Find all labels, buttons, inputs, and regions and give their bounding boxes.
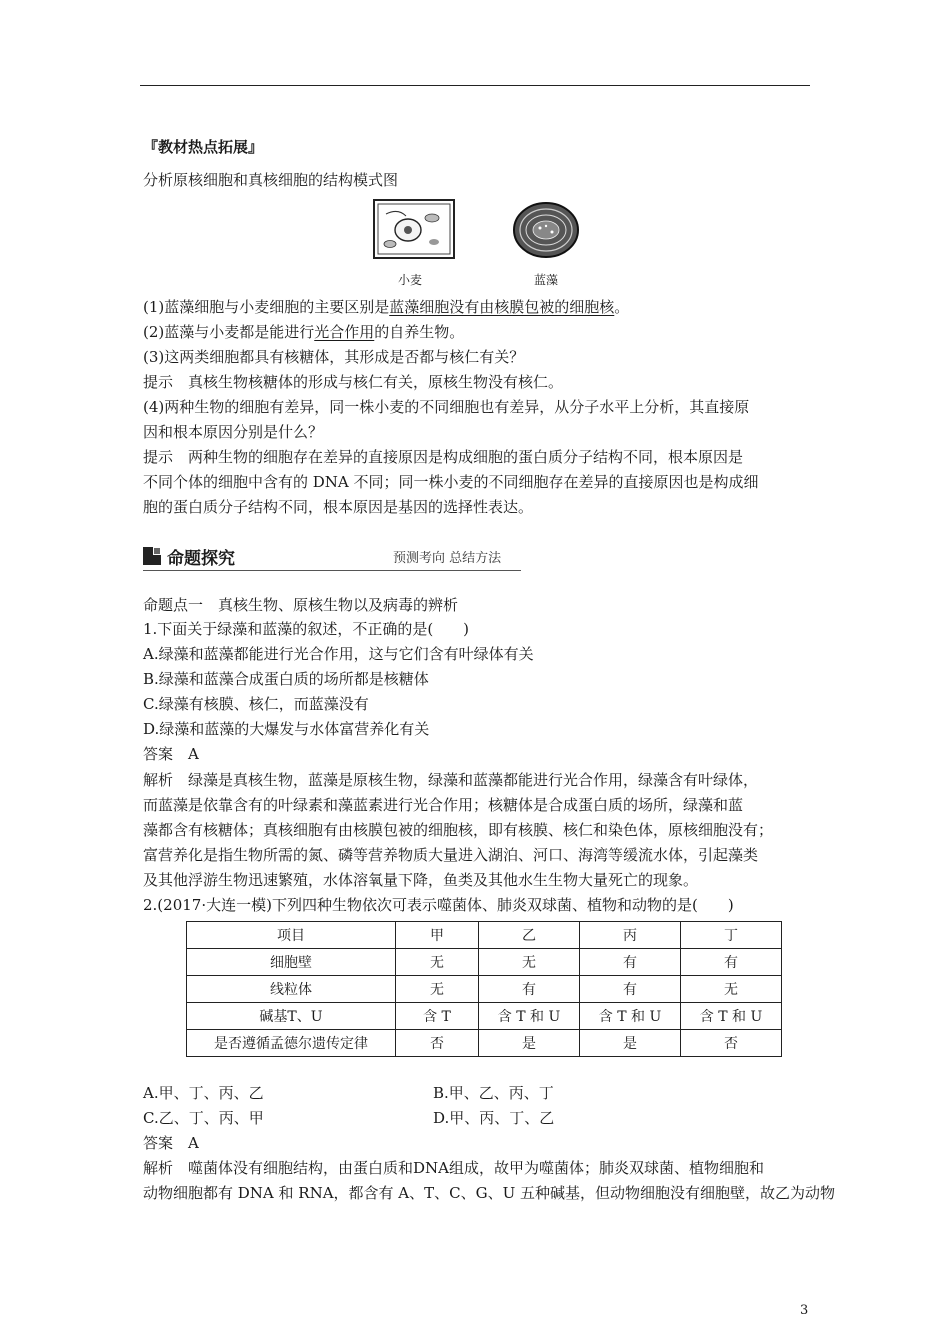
problem-1-option: B.绿藻和蓝藻合成蛋白质的场所都是核糖体 — [143, 670, 429, 688]
section-banner-icon — [143, 547, 161, 565]
problem-2-analysis-line: 动物细胞都有 DNA 和 RNA，都含有 A、T、C、G、U 五种碱基，但动物细胞没有细胞壁，故乙为动物 — [143, 1184, 836, 1202]
banner-subtitle: 预测考向 总结方法 — [393, 551, 502, 566]
table-cell: 含 T 和 U — [580, 1003, 681, 1030]
question-3: (3)这两类细胞都具有核糖体，其形成是否都与核仁有关？ — [143, 348, 525, 366]
wheat-cell-drawing — [374, 200, 454, 258]
table-header-cell: 丙 — [580, 922, 681, 949]
question-1 — [143, 297, 629, 317]
table-cell: 无 — [396, 976, 479, 1003]
table-header-cell: 乙 — [479, 922, 580, 949]
table-cell: 有 — [580, 976, 681, 1003]
table-cell: 无 — [479, 949, 580, 976]
q1-answer: 蓝藻细胞没有由核膜包被的细胞核 — [389, 298, 615, 316]
figure-label-wheat: 小麦 — [398, 273, 423, 287]
table-row — [187, 1003, 782, 1030]
q2-suffix: 的自养生物。 — [374, 323, 465, 341]
banner-rule — [143, 570, 521, 571]
problem-1-analysis-line: 解析 绿藻是真核生物，蓝藻是原核生物，绿藻和蓝藻都能进行光合作用，绿藻含有叶绿体， — [143, 771, 759, 789]
problem-1-option: C.绿藻有核膜、核仁，而蓝藻没有 — [143, 695, 369, 713]
question-3-hint: 提示 真核生物核糖体的形成与核仁有关，原核生物没有核仁。 — [143, 373, 564, 391]
q1-prefix: (1)蓝藻细胞与小麦细胞的主要区别是 — [143, 298, 390, 316]
top-rule — [140, 85, 810, 86]
question-4-hint-line: 提示 两种生物的细胞存在差异的直接原因是构成细胞的蛋白质分子结构不同，根本原因是 — [143, 448, 744, 466]
problem-2-stem: 2.(2017·大连一模)下列四种生物依次可表示噬菌体、肺炎双球菌、植物和动物的是( ) — [143, 896, 734, 914]
problem-1-analysis-line: 藻都含有核糖体；真核细胞有由核膜包被的细胞核，即有核膜、核仁和染色体，原核细胞没有； — [143, 821, 774, 839]
problem-1-analysis-line: 富营养化是指生物所需的氮、磷等营养物质大量进入湖泊、河口、海湾等缓流水体，引起藻类 — [143, 846, 759, 864]
figure-label-cyanobacteria: 蓝藻 — [534, 273, 559, 287]
table-header-cell: 项目 — [187, 922, 396, 949]
problem-2-option: D.甲、丙、丁、乙 — [433, 1109, 555, 1127]
table-cell: 线粒体 — [187, 976, 396, 1003]
table-cell: 有 — [681, 949, 782, 976]
cyanobacteria-cell-drawing — [514, 203, 578, 257]
question-2 — [143, 322, 464, 342]
question-4-hint-line: 胞的蛋白质分子结构不同，根本原因是基因的选择性表达。 — [143, 498, 534, 516]
problem-2-option: B.甲、乙、丙、丁 — [433, 1084, 554, 1102]
problem-1-analysis-line: 及其他浮游生物迅速繁殖，水体溶氧量下降，鱼类及其他水生生物大量死亡的现象。 — [143, 871, 699, 889]
question-4-hint-line: 不同个体的细胞中含有的 DNA 不同；同一株小麦的不同细胞存在差异的直接原因也是构成细 — [143, 473, 759, 491]
table-row — [187, 976, 782, 1003]
banner-title: 命题探究 — [167, 549, 235, 569]
cell-diagrams — [368, 196, 598, 266]
table-cell: 是否遵循孟德尔遗传定律 — [187, 1030, 396, 1057]
table-cell: 无 — [681, 976, 782, 1003]
problem-2-option: A.甲、丁、丙、乙 — [143, 1084, 264, 1102]
q2-answer: 光合作用 — [314, 323, 375, 341]
cell-structure-figure — [368, 196, 598, 291]
table-header-cell: 丁 — [681, 922, 782, 949]
table-header-cell: 甲 — [396, 922, 479, 949]
table-cell: 否 — [681, 1030, 782, 1057]
problem-1-stem: 1.下面关于绿藻和蓝藻的叙述，不正确的是( ) — [143, 620, 470, 638]
question-4-line: 因和根本原因分别是什么？ — [143, 423, 324, 441]
problem-1-option: A.绿藻和蓝藻都能进行光合作用，这与它们含有叶绿体有关 — [143, 645, 534, 663]
table-cell: 含 T 和 U — [681, 1003, 782, 1030]
table-cell: 含 T — [396, 1003, 479, 1030]
problem-2-option: C.乙、丁、丙、甲 — [143, 1109, 264, 1127]
page-number: 3 — [800, 1303, 809, 1318]
table-cell: 是 — [479, 1030, 580, 1057]
q2-prefix: (2)蓝藻与小麦都是能进行 — [143, 323, 315, 341]
intro-text: 分析原核细胞和真核细胞的结构模式图 — [143, 171, 399, 189]
topic-1-heading: 命题点一 真核生物、原核生物以及病毒的辨析 — [143, 596, 459, 614]
table-cell: 碱基T、U — [187, 1003, 396, 1030]
problem-1-option: D.绿藻和蓝藻的大爆发与水体富营养化有关 — [143, 720, 430, 738]
table-cell: 含 T 和 U — [479, 1003, 580, 1030]
table-header-row — [187, 922, 782, 949]
question-4-line: (4)两种生物的细胞有差异，同一株小麦的不同细胞也有差异，从分子水平上分析，其直接原 — [143, 398, 750, 416]
problem-1-answer: 答案 A — [143, 745, 199, 763]
problem-2-analysis-line: 解析 噬菌体没有细胞结构，由蛋白质和DNA组成，故甲为噬菌体；肺炎双球菌、植物细胞和 — [143, 1159, 764, 1177]
table-cell: 细胞壁 — [187, 949, 396, 976]
table-cell: 有 — [580, 949, 681, 976]
table-cell: 无 — [396, 949, 479, 976]
problem-2-answer: 答案 A — [143, 1134, 199, 1152]
table-row — [187, 1030, 782, 1057]
problem-1-analysis-line: 而蓝藻是依靠含有的叶绿素和藻蓝素进行光合作用；核糖体是合成蛋白质的场所，绿藻和蓝 — [143, 796, 744, 814]
table-cell: 有 — [479, 976, 580, 1003]
table-cell: 否 — [396, 1030, 479, 1057]
q1-suffix: 。 — [614, 298, 630, 316]
section-header: 『教材热点拓展』 — [143, 138, 264, 156]
table-cell: 是 — [580, 1030, 681, 1057]
table-row — [187, 949, 782, 976]
section-banner — [143, 542, 523, 572]
organism-comparison-table — [186, 921, 782, 1057]
